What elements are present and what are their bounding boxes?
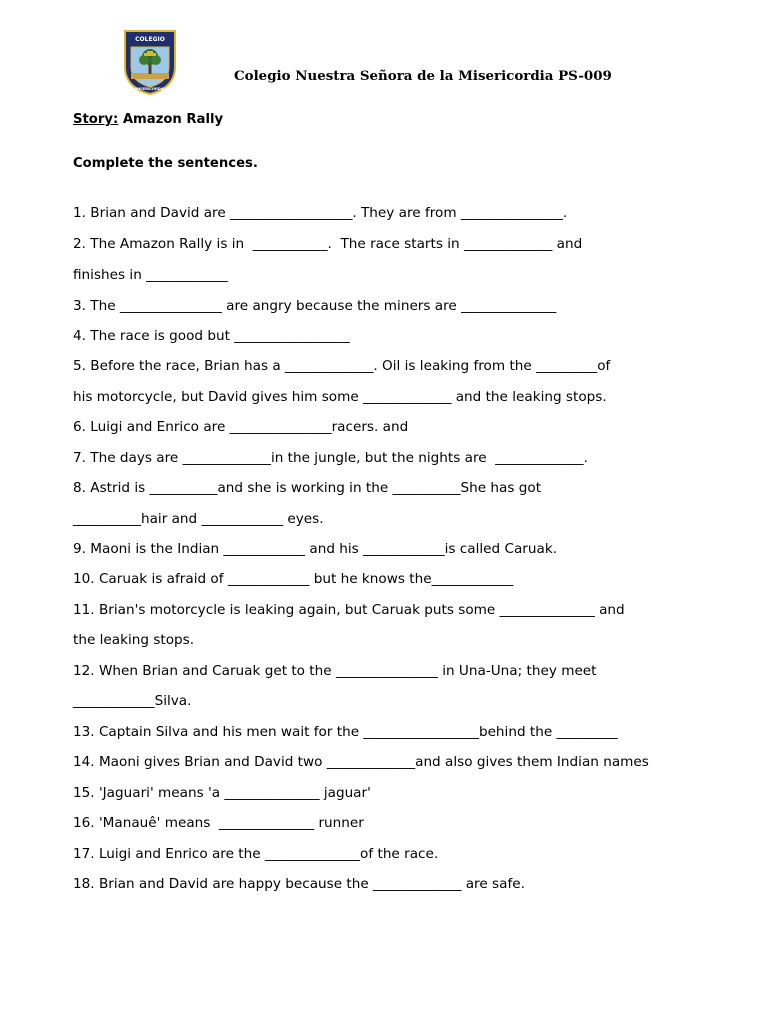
sentence-line: 3. The _______________ are angry because the miners are ______________ <box>73 298 557 314</box>
sentence-line: 13. Captain Silva and his men wait for the _________________behind the _________ <box>73 724 618 740</box>
sentence-line: 18. Brian and David are happy because the _____________ are safe. <box>73 876 525 892</box>
sentence-line: ____________Silva. <box>73 693 192 709</box>
school-crest-icon <box>123 29 177 95</box>
sentence-line: __________hair and ____________ eyes. <box>73 511 324 527</box>
sentence-line: his motorcycle, but David gives him some _____________ and the leaking stops. <box>73 389 607 405</box>
sentence-line: 9. Maoni is the Indian ____________ and his ____________is called Caruak. <box>73 541 558 557</box>
sentence-line: 15. 'Jaguari' means 'a ______________ jaguar' <box>73 785 371 801</box>
sentence-line: 1. Brian and David are __________________. They are from _______________. <box>73 205 568 221</box>
sentence-line: 11. Brian's motorcycle is leaking again, but Caruak puts some ______________ and <box>73 602 625 618</box>
sentence-line: 12. When Brian and Caruak get to the _______________ in Una-Una; they meet <box>73 663 597 679</box>
sentence-line: 14. Maoni gives Brian and David two _____________and also gives them Indian names <box>73 754 649 770</box>
sentence-line: 2. The Amazon Rally is in ___________. The race starts in _____________ and <box>73 236 583 252</box>
sentence-line: 10. Caruak is afraid of ____________ but he knows the____________ <box>73 571 514 587</box>
logo-text-bottom: MISERICORDIA <box>135 87 165 91</box>
logo-text-top: COLEGIO <box>135 36 165 43</box>
story-title: Amazon Rally <box>122 112 224 127</box>
sentence-line: 7. The days are _____________in the jungle, but the nights are _____________. <box>73 450 588 466</box>
sentence-line: 16. 'Manauê' means ______________ runner <box>73 815 364 831</box>
sentence-line: 6. Luigi and Enrico are _______________racers. and <box>73 419 409 435</box>
sentence-line: 5. Before the race, Brian has a _____________. Oil is leaking from the _________of <box>73 358 611 374</box>
sentence-line: 8. Astrid is __________and she is working in the __________She has got <box>73 480 542 496</box>
story-heading <box>73 112 223 127</box>
sentence-line: 17. Luigi and Enrico are the ______________of the race. <box>73 846 439 862</box>
school-title: Colegio Nuestra Señora de la Misericordia PS-009 <box>234 68 612 84</box>
sentence-line: 4. The race is good but _________________ <box>73 328 350 344</box>
sentence-line: finishes in ____________ <box>73 267 228 283</box>
instructions: Complete the sentences. <box>73 156 258 171</box>
sentence-line: the leaking stops. <box>73 632 195 648</box>
story-label: Story: <box>73 112 119 127</box>
